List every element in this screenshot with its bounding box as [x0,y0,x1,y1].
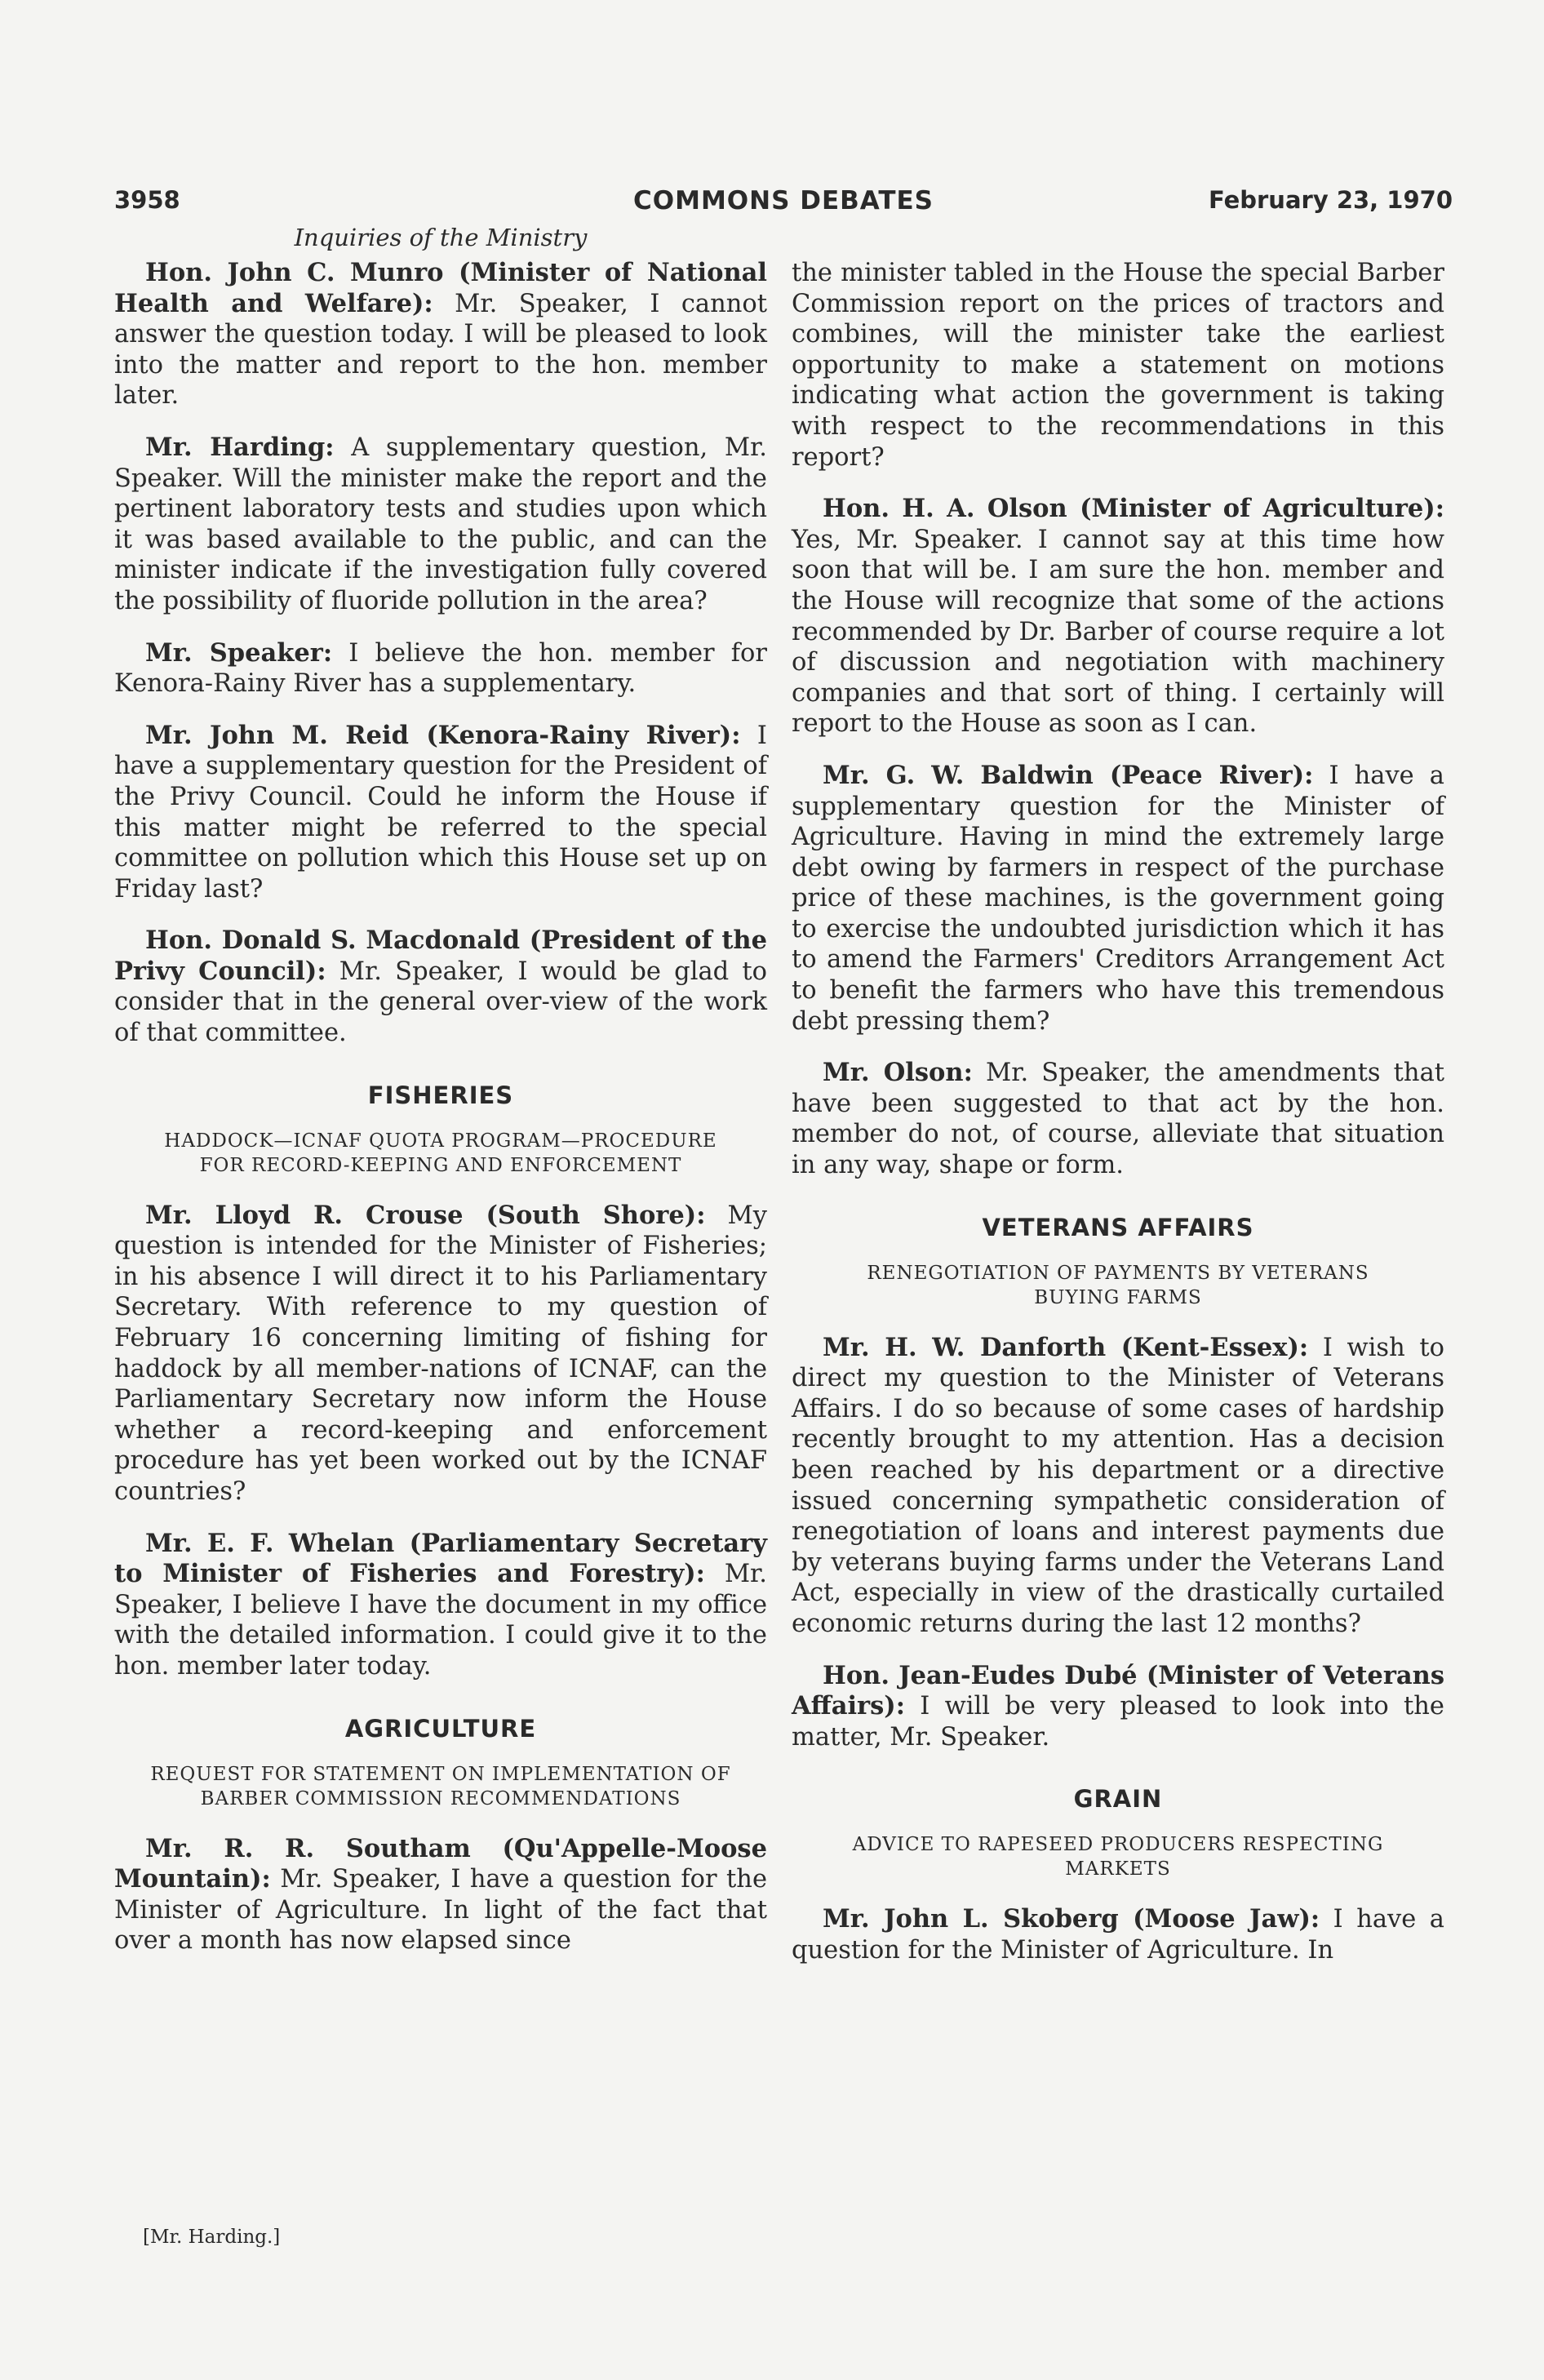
section-heading-veterans: VETERANS AFFAIRS [982,1213,1254,1241]
speaker-name: Mr. John L. Skoberg (Moose Jaw): [823,1904,1320,1934]
speaker-name: Mr. John M. Reid (Kenora-Rainy River): [145,720,741,750]
speaker-name: Hon. Donald S. Macdonald (President of the Privy Council): [114,926,767,986]
speech-text: Mr. Speaker, I have a question for the Minister of Agriculture. In light of the fact that over a month has now elapsed since [114,1865,767,1956]
speaker-name: Mr. Olson: [823,1058,973,1088]
speech-paragraph [114,1201,767,1507]
speech-paragraph [114,1529,767,1682]
publication-title: COMMONS DEBATES [633,186,934,215]
left-column [114,258,767,1978]
speech-text: My question is intended for the Minister of Fisheries; in his absence I will direct it to his Parliamentary Secretary. With reference to my question of February 16 concerning limiting of fishing for haddock by all member-nations of ICNAF, can the Parliamentary Secretary now inform the House whether a record-keeping and enforcement procedure has yet been worked out by the ICNAF countries? [114,1201,768,1506]
section-heading-agriculture: AGRICULTURE [344,1714,537,1743]
speech-text: Mr. Speaker, I believe I have the document in my office with the detailed information. I could give it to the hon. member later today. [114,1560,767,1681]
speaker-name: Mr. R. R. Southam (Qu'Appelle-Moose Mountain): [114,1833,767,1894]
speech-paragraph [114,433,767,617]
sub-heading-renegotiation: RENEGOTIATION OF PAYMENTS BY VETERANS BUYING FARMS [867,1262,1369,1308]
page-number: 3958 [114,186,180,214]
speech-text: I have a question for the Minister of Agriculture. In [792,1905,1444,1965]
speech-text: Mr. Speaker, I cannot answer the question today. I will be pleased to look into the matter and report to the hon. member later. [114,289,767,411]
speech-text: I believe the hon. member for Kenora-Rainy River has a supplementary. [114,638,767,699]
speech-text: I have a supplementary question for the President of the Privy Council. Could he inform the House if this matter might be referred to the special committee on pollution which this House set up on Friday last? [114,721,767,904]
speaker-name: Hon. Jean-Eudes Dubé (Minister of Veterans Affairs): [792,1660,1444,1721]
speech-text: I have a supplementary question for the Minister of Agriculture. Having in mind the extremely large debt owing by farmers in respect of the purchase price of these machines, is the government going to exercise the undoubted jurisdiction which it has to amend the Farmers' Creditors Arrangement Act to benefit the farmers who have this tremendous debt pressing them? [792,761,1444,1036]
speech-paragraph [114,1834,767,1956]
speaker-name: Hon. H. A. Olson (Minister of Agriculture): [823,494,1444,524]
speaker-name: Mr. Lloyd R. Crouse (South Shore): [145,1200,706,1230]
speech-paragraph [114,638,767,699]
speaker-name: Mr. H. W. Danforth (Kent-Essex): [823,1332,1309,1362]
speech-text: Mr. Speaker, the amendments that have been suggested to that act by the hon. member do not, of course, alleviate that situation in any way, shape or form. [792,1059,1445,1180]
speaker-name: Mr. E. F. Whelan (Parliamentary Secretary to Minister of Fisheries and Forestry): [114,1528,767,1589]
speech-paragraph [792,1333,1444,1640]
section-heading-fisheries: FISHERIES [367,1081,514,1109]
speech-paragraph [792,494,1444,739]
speaker-name: Mr. Harding: [145,432,335,462]
section-heading-grain: GRAIN [1073,1785,1163,1814]
speech-text: I wish to direct my question to the Minister of Veterans Affairs. I do so because of some cases of hardship recently brought to my attention. Has a decision been reached by his department or a directive issued concerning sympathetic consideration of renegotiation of loans and interest payments due by veterans buying farms under the Veterans Land Act, especially in view of the drastically curtailed economic returns during the last 12 months? [792,1333,1444,1638]
running-head: Inquiries of the Ministry [294,224,588,251]
sub-heading-rapeseed: ADVICE TO RAPESEED PRODUCERS RESPECTING MARKETS [852,1834,1384,1880]
speech-text: Yes, Mr. Speaker. I cannot say at this time how soon that will be. I am sure the hon. member and the House will recognize that some of the actions recommended by Dr. Barber of course require a lot of discussion and negotiation with machinery companies and that sort of thing. I certainly will report to the House as soon as I can. [792,525,1444,739]
speech-text: Mr. Speaker, I would be glad to consider that in the general over-view of the work of that committee. [114,957,767,1048]
speech-paragraph [792,1661,1444,1753]
speech-paragraph [114,926,767,1048]
speaker-name: Hon. John C. Munro (Minister of National Health and Welfare): [114,258,767,318]
speech-paragraph [792,1904,1444,1965]
page-date: February 23, 1970 [1208,186,1453,214]
speech-paragraph [114,258,767,411]
continued-paragraph: the minister tabled in the House the special Barber Commission report on the prices of tractors and combines, will the minister take the earliest opportunity to make a statement on motions indicating what action the government is taking with respect to the recommendations in this report? [792,259,1444,472]
sub-heading-haddock: HADDOCK—ICNAF QUOTA PROGRAM—PROCEDURE FOR RECORD-KEEPING AND ENFORCEMENT [164,1130,717,1176]
speech-paragraph [792,761,1444,1037]
footer-note: [Mr. Harding.] [143,2227,281,2248]
speech-paragraph [792,1058,1444,1180]
speaker-name: Mr. G. W. Baldwin (Peace River): [823,760,1314,790]
sub-heading-barber-commission: REQUEST FOR STATEMENT ON IMPLEMENTATION OF BARBER COMMISSION RECOMMENDATIONS [150,1763,731,1809]
speech-paragraph [114,721,767,905]
speaker-name: Mr. Speaker: [145,637,333,668]
right-column [792,258,1444,1987]
page-header [114,186,1453,222]
speech-text: I will be very pleased to look into the matter, Mr. Speaker. [792,1692,1444,1752]
speech-text: A supplementary question, Mr. Speaker. Will the minister make the report and the pertinent laboratory tests and studies upon which it was based available to the public, and can the minister indicate if the investigation fully covered the possibility of fluoride pollution in the area? [114,433,767,615]
